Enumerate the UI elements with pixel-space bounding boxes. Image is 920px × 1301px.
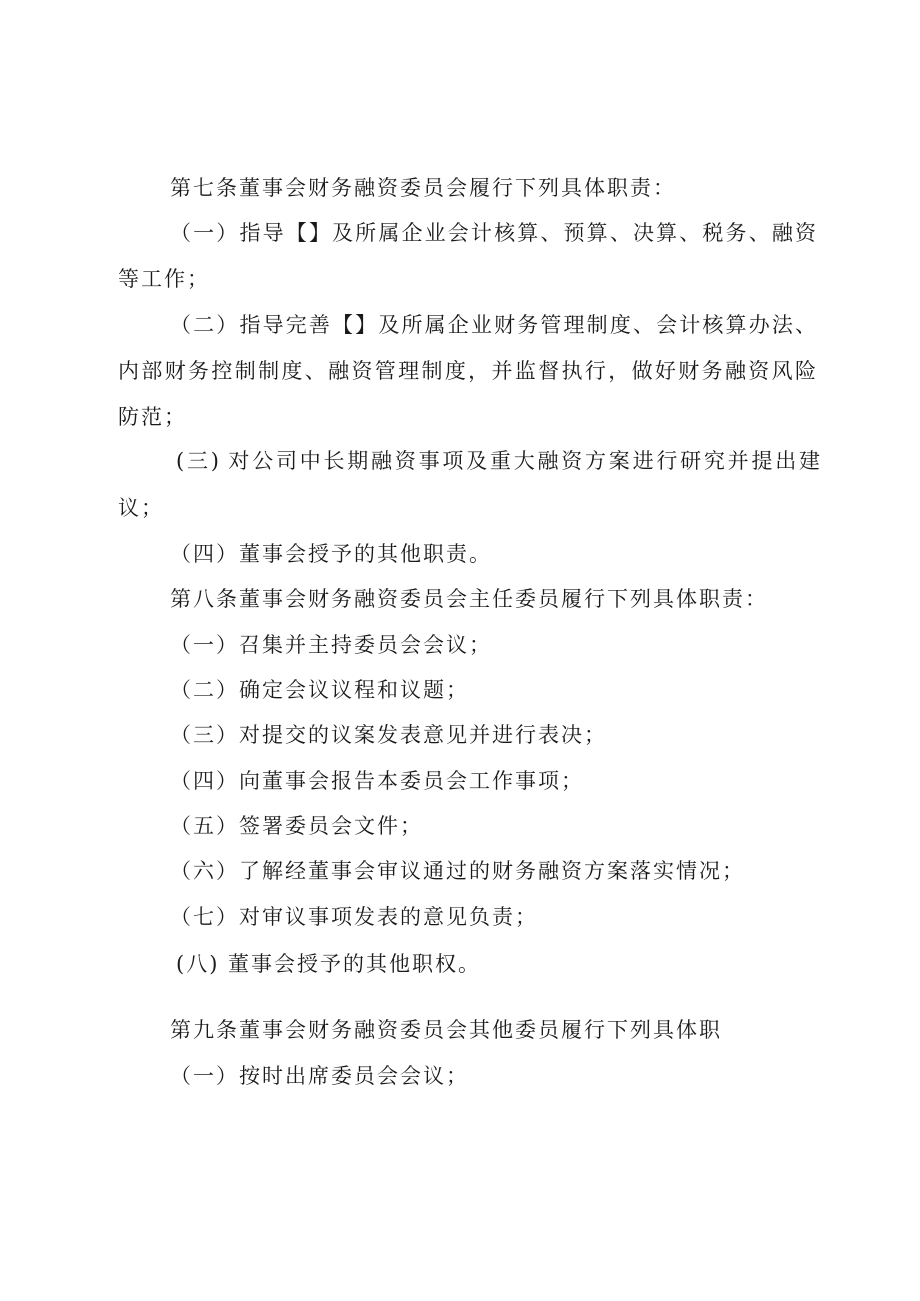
article-8-item-4: （四）向董事会报告本委员会工作事项； xyxy=(170,769,584,793)
article-7-item-4: （四）董事会授予的其他职责。 xyxy=(170,542,492,566)
article-8-item-2: （二）确定会议议程和议题； xyxy=(170,678,469,702)
article-8-item-7: （七）对审议事项发表的意见负责； xyxy=(170,905,538,929)
article-8-item-3: （三）对提交的议案发表意见并进行表决； xyxy=(170,723,607,747)
article-8-item-8: (八) 董事会授予的其他职权。 xyxy=(176,952,482,976)
article-7-item-2-line-2: 内部财务控制制度、融资管理制度，并监督执行，做好财务融资风险 xyxy=(118,359,816,383)
article-7-item-1-line-2: 等工作； xyxy=(118,267,210,291)
article-9-heading: 第九条董事会财务融资委员会其他委员履行下列具体职 xyxy=(170,1018,722,1042)
article-7-item-1-line-1: （一）指导【】及所属企业会计核算、预算、决算、税务、融资 xyxy=(170,221,816,245)
article-7-item-3-line-2: 议； xyxy=(118,496,164,520)
article-8-heading: 第八条董事会财务融资委员会主任委员履行下列具体职责： xyxy=(170,587,768,611)
article-9-item-1: （一）按时出席委员会会议； xyxy=(170,1064,469,1088)
article-8-item-6: （六）了解经董事会审议通过的财务融资方案落实情况； xyxy=(170,859,745,883)
article-7-item-2-line-3: 防范； xyxy=(118,405,187,429)
article-7-item-3-line-1: (三) 对公司中长期融资事项及重大融资方案进行研究并提出建 xyxy=(176,449,820,473)
article-8-item-1: （一）召集并主持委员会会议； xyxy=(170,633,492,657)
article-7-heading: 第七条董事会财务融资委员会履行下列具体职责： xyxy=(170,176,676,200)
article-8-item-5: （五）签署委员会文件； xyxy=(170,814,423,838)
article-7-item-2-line-1: （二）指导完善【】及所属企业财务管理制度、会计核算办法、 xyxy=(170,313,816,337)
